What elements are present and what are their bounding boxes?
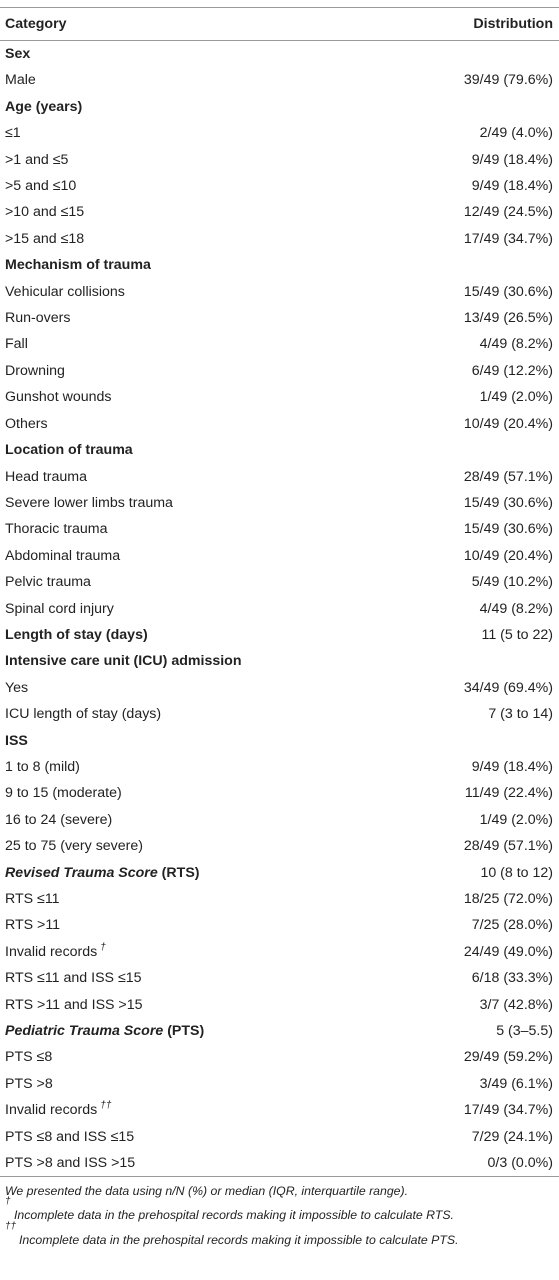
row-label: Invalid records [5, 943, 98, 960]
row-label: >10 and ≤15 [5, 204, 85, 221]
section-title-cell [0, 1018, 398, 1044]
table-row [0, 358, 559, 384]
table-row [0, 305, 559, 331]
row-value: 24/49 (49.0%) [463, 943, 553, 960]
row-label-cell [0, 464, 398, 490]
table-row [0, 886, 559, 912]
section-title-cell [0, 622, 398, 648]
table-row [0, 1124, 559, 1150]
row-value: 5/49 (10.2%) [471, 574, 553, 591]
section-row [0, 648, 559, 674]
header-distribution: Distribution [398, 8, 559, 41]
section-row [0, 41, 559, 68]
row-label: PTS >8 and ISS >15 [5, 1155, 136, 1172]
row-label: 9 to 15 (moderate) [5, 785, 122, 802]
section-title-cell [0, 252, 398, 278]
section-row [0, 1018, 559, 1044]
row-label-cell [0, 833, 398, 859]
row-label-cell [0, 754, 398, 780]
table-row [0, 199, 559, 225]
row-label-cell [0, 807, 398, 833]
table-row [0, 226, 559, 252]
section-title: ISS [5, 732, 28, 749]
section-row [0, 94, 559, 120]
row-label: Abdominal trauma [5, 547, 121, 564]
table-row [0, 331, 559, 357]
row-label: PTS ≤8 [5, 1049, 53, 1066]
row-value: 13/49 (26.5%) [463, 310, 553, 327]
dagger-mark: † [5, 1196, 11, 1207]
row-label: 1 to 8 (mild) [5, 758, 80, 775]
section-title: Sex [5, 46, 31, 62]
row-value: 1/49 (2.0%) [479, 389, 553, 406]
row-label: >5 and ≤10 [5, 178, 77, 195]
row-value: 7/25 (28.0%) [471, 917, 553, 934]
row-label: Drowning [5, 362, 65, 379]
row-value: 0/3 (0.0%) [398, 1150, 559, 1177]
row-label: PTS >8 [5, 1075, 53, 1092]
row-value: 15/49 (30.6%) [463, 283, 553, 300]
row-value: 29/49 (59.2%) [463, 1049, 553, 1066]
row-label: Male [5, 72, 36, 89]
table-row [0, 120, 559, 146]
row-value: 11/49 (22.4%) [464, 785, 553, 802]
section-title-cell [0, 860, 398, 886]
row-label: Head trauma [5, 468, 88, 485]
table-row [0, 516, 559, 542]
row-label: ICU length of stay (days) [5, 706, 162, 723]
row-value: 3/49 (6.1%) [479, 1075, 553, 1092]
table-row [0, 992, 559, 1018]
row-label-cell [0, 1150, 398, 1177]
row-label: Thoracic trauma [5, 521, 108, 538]
table-row [0, 754, 559, 780]
row-value: 4/49 (8.2%) [479, 336, 553, 353]
row-label: Fall [5, 336, 28, 353]
row-label-cell [0, 384, 398, 410]
row-label-cell [0, 1044, 398, 1070]
row-label: Run-overs [5, 310, 71, 327]
row-label: Yes [5, 679, 29, 696]
table-row [0, 147, 559, 173]
table-row [0, 596, 559, 622]
row-label: PTS ≤8 and ISS ≤15 [5, 1128, 135, 1145]
data-table [0, 8, 559, 1177]
row-label: Pelvic trauma [5, 574, 91, 591]
row-label: Others [5, 415, 48, 432]
section-row [0, 622, 559, 648]
table-row [0, 67, 559, 93]
table-row [0, 173, 559, 199]
row-label: 16 to 24 (severe) [5, 811, 113, 828]
section-row [0, 860, 559, 886]
section-value: 5 (3–5.5) [496, 1023, 553, 1040]
table-row [0, 464, 559, 490]
footnote-dagger [5, 1196, 555, 1225]
row-label: ≤1 [5, 125, 21, 142]
section-title-cell [0, 437, 398, 463]
row-value: 9/49 (18.4%) [471, 758, 553, 775]
section-value [398, 648, 559, 674]
row-label-cell [0, 1097, 398, 1123]
footnote-general-text: We presented the data using n/N (%) or median (IQR, interquartile range). [5, 1184, 409, 1198]
table-row [0, 279, 559, 305]
table-row [0, 1097, 559, 1123]
section-title-cell [0, 648, 398, 674]
row-label-cell [0, 226, 398, 252]
row-label: 25 to 75 (very severe) [5, 838, 143, 855]
row-label-cell [0, 67, 398, 93]
row-label-cell [0, 331, 398, 357]
row-label-cell [0, 173, 398, 199]
header-category: Category [0, 8, 398, 41]
row-label: Spinal cord injury [5, 600, 114, 617]
section-title: Pediatric Trauma Score [5, 1023, 164, 1040]
row-label: RTS ≤11 and ISS ≤15 [5, 970, 142, 987]
section-title: Age (years) [5, 98, 83, 115]
row-label-cell [0, 939, 398, 965]
footnote-marker: †† [100, 1100, 112, 1112]
row-value: 7/29 (24.1%) [471, 1128, 553, 1145]
row-value: 3/7 (42.8%) [479, 996, 553, 1013]
table-row [0, 780, 559, 806]
row-label-cell [0, 1071, 398, 1097]
table-row [0, 939, 559, 965]
table-row [0, 543, 559, 569]
row-label-cell [0, 912, 398, 938]
section-title: Mechanism of trauma [5, 257, 151, 274]
row-value: 15/49 (30.6%) [463, 521, 553, 538]
row-label-cell [0, 120, 398, 146]
table-row [0, 912, 559, 938]
row-value: 10/49 (20.4%) [463, 415, 553, 432]
row-value: 17/49 (34.7%) [463, 1102, 553, 1119]
row-label-cell [0, 358, 398, 384]
section-value [398, 94, 559, 120]
table-row [0, 569, 559, 595]
section-value [398, 252, 559, 278]
row-label-cell [0, 516, 398, 542]
row-label-cell [0, 199, 398, 225]
row-value: 28/49 (57.1%) [463, 468, 553, 485]
row-label-cell [0, 569, 398, 595]
row-label: >1 and ≤5 [5, 151, 69, 168]
row-label-cell [0, 279, 398, 305]
footnote-double-dagger-text: Incomplete data in the prehospital records making it impossible to calculate PTS. [19, 1233, 459, 1247]
row-label: Severe lower limbs trauma [5, 494, 173, 511]
table-body [0, 41, 559, 1177]
row-label-cell [0, 965, 398, 991]
row-value: 15/49 (30.6%) [463, 494, 553, 511]
section-title: Location of trauma [5, 442, 133, 459]
section-title: Length of stay (days) [5, 626, 148, 643]
section-value: 10 (8 to 12) [480, 864, 553, 881]
section-title-cell [0, 41, 398, 68]
row-value: 6/18 (33.3%) [471, 970, 553, 987]
row-value: 17/49 (34.7%) [463, 230, 553, 247]
section-title: Revised Trauma Score [5, 864, 158, 881]
row-label-cell [0, 701, 398, 727]
row-value: 9/49 (18.4%) [471, 178, 553, 195]
section-title-cell [0, 728, 398, 754]
section-row [0, 437, 559, 463]
table-row [0, 490, 559, 516]
section-value: 11 (5 to 22) [481, 626, 553, 643]
footnote-marker: † [100, 941, 106, 953]
footnote-dagger-text: Incomplete data in the prehospital records making it impossible to calculate RTS. [14, 1208, 454, 1222]
row-value: 9/49 (18.4%) [471, 151, 553, 168]
section-title: Intensive care unit (ICU) admission [5, 653, 242, 670]
row-label-cell [0, 543, 398, 569]
row-value: 12/49 (24.5%) [463, 204, 553, 221]
row-label: >15 and ≤18 [5, 230, 85, 247]
table-row [0, 701, 559, 727]
table-row [0, 833, 559, 859]
table-row [0, 1071, 559, 1097]
row-label: Gunshot wounds [5, 389, 112, 406]
row-label-cell [0, 147, 398, 173]
table-row [0, 411, 559, 437]
row-label: RTS >11 and ISS >15 [5, 996, 143, 1013]
row-value: 1/49 (2.0%) [479, 811, 553, 828]
row-value: 10/49 (20.4%) [463, 547, 553, 564]
row-label-cell [0, 992, 398, 1018]
row-label: RTS ≤11 [5, 891, 60, 907]
row-value: 7 (3 to 14) [488, 706, 553, 723]
row-label: RTS >11 [5, 917, 61, 934]
row-value: 6/49 (12.2%) [471, 362, 553, 379]
row-value: 34/49 (69.4%) [463, 679, 553, 696]
row-value: 39/49 (79.6%) [463, 72, 553, 89]
table-row [0, 675, 559, 701]
section-value [398, 437, 559, 463]
row-label: Vehicular collisions [5, 283, 125, 300]
section-title-cell [0, 94, 398, 120]
table-row [0, 1044, 559, 1070]
row-label-cell [0, 1124, 398, 1150]
section-title-abbrev: (PTS) [163, 1023, 205, 1040]
table-row [0, 1150, 559, 1177]
table-row [0, 807, 559, 833]
row-label-cell [0, 675, 398, 701]
row-label-cell [0, 490, 398, 516]
row-label-cell [0, 305, 398, 331]
section-value [398, 728, 559, 754]
section-value [398, 41, 559, 68]
row-label-cell [0, 780, 398, 806]
table-row [0, 384, 559, 410]
row-value: 2/49 (4.0%) [479, 125, 553, 142]
table-footnotes [5, 1183, 555, 1250]
section-title-abbrev: (RTS) [157, 864, 200, 881]
row-label-cell [0, 596, 398, 622]
header-row [0, 8, 559, 41]
row-label-cell [0, 886, 398, 912]
footnote-general [5, 1183, 555, 1200]
table-row [0, 965, 559, 991]
row-value: 18/25 (72.0%) [463, 891, 553, 907]
double-dagger-mark: †† [5, 1221, 17, 1232]
row-label: Invalid records [5, 1102, 98, 1119]
section-row [0, 252, 559, 278]
row-value: 28/49 (57.1%) [463, 838, 553, 855]
footnote-double-dagger [5, 1221, 555, 1250]
row-value: 4/49 (8.2%) [479, 600, 553, 617]
section-row [0, 728, 559, 754]
row-label-cell [0, 411, 398, 437]
